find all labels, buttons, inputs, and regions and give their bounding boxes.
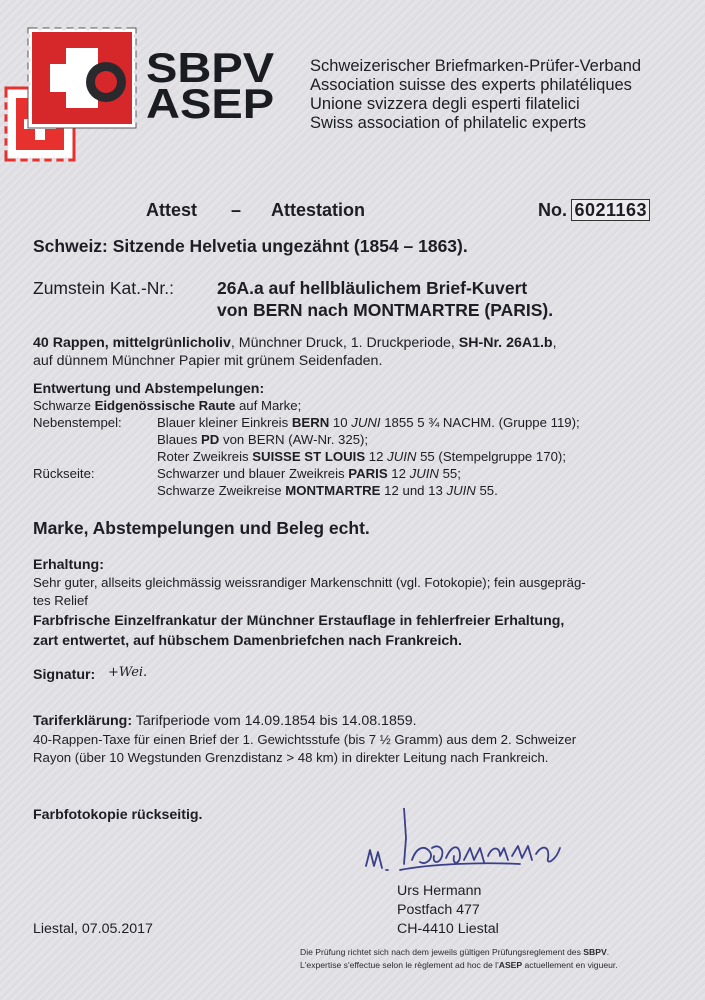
- association-names: [310, 57, 641, 133]
- signer-city: CH-4410 Liestal: [397, 921, 499, 937]
- signature-mark: +Wei.: [108, 665, 148, 680]
- assoc-line-en: Swiss association of philatelic experts: [310, 114, 587, 132]
- neben-line1: Blauer kleiner Einkreis BERN 10 JUNI 1855 5 ¾ NACHM. (Gruppe 119);: [157, 415, 580, 430]
- logo-text: [146, 44, 275, 127]
- description-line2: auf dünnem Münchner Papier mit grünem Seidenfaden.: [33, 353, 383, 369]
- signer-postbox: Postfach 477: [397, 902, 480, 918]
- photocopy-note: Farbfotokopie rückseitig.: [33, 807, 203, 823]
- subject-heading: Schweiz: Sitzende Helvetia ungezähnt (1854 – 1863).: [33, 236, 468, 256]
- rueck-label: Rückseite:: [33, 466, 95, 481]
- tariff-line1: Tariferklärung: Tarifperiode vom 14.09.1854 bis 14.08.1859.: [33, 713, 417, 729]
- number-value: 6021163: [571, 199, 650, 221]
- signature-label: Signatur:: [33, 667, 96, 683]
- signer-name: Urs Hermann: [397, 883, 482, 899]
- rueck-line2: Schwarze Zweikreise MONTMARTRE 12 und 13 JUIN 55.: [157, 483, 498, 498]
- certificate-number: [538, 200, 650, 221]
- condition-line1: Sehr guter, allseits gleichmässig weissrandiger Markenschnitt (vgl. Fotokopie); fein ausgepräg-: [33, 575, 586, 590]
- neben-label: Nebenstempel:: [33, 415, 122, 430]
- footer-line-de: Die Prüfung richtet sich nach dem jeweils gültigen Prüfungsreglement des SBPV.: [300, 947, 610, 957]
- neben-line3: Roter Zweikreis SUISSE ST LOUIS 12 JUIN 55 (Stempelgruppe 170);: [157, 449, 566, 464]
- neben-line2: Blaues PD von BERN (AW-Nr. 325);: [157, 432, 369, 447]
- condition-line4: zart entwertet, auf hübschem Damenbriefchen nach Frankreich.: [33, 633, 462, 649]
- catalog-line1: 26A.a auf hellbläulichem Brief-Kuvert: [217, 278, 528, 298]
- verdict: Marke, Abstempelungen und Beleg echt.: [33, 518, 370, 538]
- handwritten-signature-icon: [360, 808, 580, 888]
- place-date: Liestal, 07.05.2017: [33, 921, 153, 937]
- footer-line-fr: L'expertise s'effectue selon le règlement ad hoc de l'ASEP actuellement en vigueur.: [300, 960, 618, 970]
- title-attestation: Attestation: [271, 200, 365, 220]
- sbpv-logo-icon: [2, 22, 142, 162]
- tariff-line2: 40-Rappen-Taxe für einen Brief der 1. Gewichtsstufe (bis 7 ½ Gramm) aus dem 2. Schweizer: [33, 732, 577, 747]
- description-line1: 40 Rappen, mittelgrünlicholiv, Münchner Druck, 1. Druckperiode, SH-Nr. 26A1.b,: [33, 335, 557, 351]
- cancellation-main: Schwarze Eidgenössische Raute auf Marke;: [33, 398, 302, 413]
- footer-note: [300, 946, 618, 972]
- catalog-label: Zumstein Kat.-Nr.:: [33, 278, 175, 298]
- rueck-line1: Schwarzer und blauer Zweikreis PARIS 12 JUIN 55;: [157, 466, 461, 481]
- assoc-line-de: Schweizerischer Briefmarken-Prüfer-Verband: [310, 57, 642, 75]
- catalog-line2: von BERN nach MONTMARTRE (PARIS).: [217, 300, 554, 320]
- condition-line2: tes Relief: [33, 593, 88, 608]
- assoc-line-it: Unione svizzera degli esperti filatelici: [310, 95, 580, 113]
- title-dash: –: [231, 200, 242, 220]
- logo-sbpv: SBPV: [146, 44, 275, 91]
- condition-line3: Farbfrische Einzelfrankatur der Münchner Erstauflage in fehlerfreier Erhaltung,: [33, 613, 565, 629]
- assoc-line-fr: Association suisse des experts philatéliques: [310, 76, 632, 94]
- tariff-line3: Rayon (über 10 Wegstunden Grenzdistanz > 48 km) in direkter Leitung nach Frankreich.: [33, 750, 549, 765]
- cancellation-heading: Entwertung und Abstempelungen:: [33, 381, 265, 397]
- condition-heading: Erhaltung:: [33, 557, 104, 573]
- logo-asep: ASEP: [146, 80, 275, 127]
- title-attest: Attest: [146, 200, 198, 220]
- number-label: No.: [538, 200, 567, 220]
